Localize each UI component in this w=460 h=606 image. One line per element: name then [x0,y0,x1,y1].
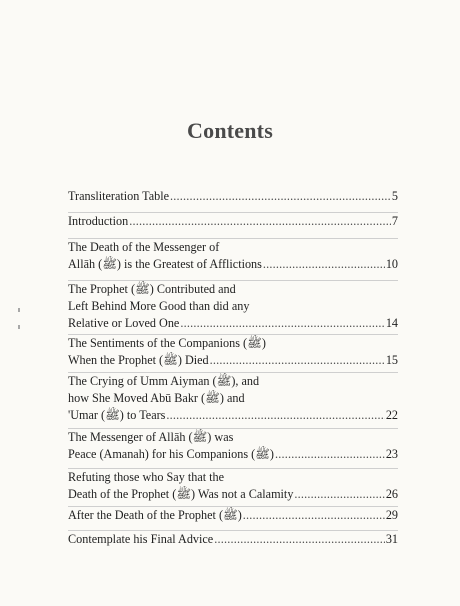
toc-page-number: 31 [385,532,398,546]
toc-entry-line: Refuting those who Say that the [68,470,225,484]
toc-entry[interactable] [68,428,398,463]
margin-mark [18,325,20,329]
toc-entry-title: Allāh (ﷺ) is the Greatest of Afflictions [68,257,262,271]
page-title: Contents [187,117,273,143]
margin-mark [18,308,20,312]
toc-entry[interactable] [68,212,398,230]
toc-entry-line: The Sentiments of the Companions (ﷺ) [68,336,266,350]
toc-page-number: 14 [385,316,398,330]
toc-entry-line: The Crying of Umm Aiyman (ﷺ), and [68,374,260,388]
toc-entry[interactable] [68,334,398,369]
toc-entry-title: Death of the Prophet (ﷺ) Was not a Calamity [68,487,294,501]
toc-entry[interactable] [68,188,398,205]
toc-page-number: 10 [385,257,398,271]
dot-leader [166,407,384,424]
toc-page-number: 23 [385,447,398,461]
toc-entry-title: Transliteration Table [68,189,170,203]
toc-entry-title: 'Umar (ﷺ) to Tears [68,408,166,422]
toc-entry[interactable] [68,372,398,424]
toc-page-number: 26 [385,487,398,501]
toc-entry-line: Left Behind More Good than did any [68,299,250,313]
toc-entry[interactable] [68,280,398,332]
toc-entry-title: When the Prophet (ﷺ) Died [68,353,209,367]
toc-page-number: 7 [391,214,398,228]
toc-entry-title: Relative or Loved One [68,316,180,330]
toc-page-number: 22 [385,408,398,422]
toc-entry[interactable] [68,238,398,273]
toc-entry[interactable] [68,506,398,524]
toc-entry-title: Contemplate his Final Advice [68,532,214,546]
toc-entry-title: Introduction [68,214,129,228]
toc-page-number: 15 [385,353,398,367]
toc-entry-title: After the Death of the Prophet (ﷺ) [68,508,242,522]
toc-entry-title: Peace (Amanah) for his Companions (ﷺ) [68,447,274,461]
dot-leader [294,486,384,503]
dot-leader [243,507,385,524]
toc-entry-line: The Prophet (ﷺ) Contributed and [68,282,236,296]
dot-leader [263,256,385,273]
dot-leader [214,531,385,548]
toc-entry-line: The Messenger of Allāh (ﷺ) was [68,430,234,444]
dot-leader [180,315,384,332]
toc-page-number: 5 [391,189,398,203]
dot-leader [210,352,385,369]
toc-entry[interactable] [68,530,398,548]
toc-entry-line: how She Moved Abū Bakr (ﷺ) and [68,391,245,405]
toc-entry[interactable] [68,468,398,503]
dot-leader [170,188,391,205]
toc-entry-line: The Death of the Messenger of [68,240,220,254]
dot-leader [129,213,391,230]
dot-leader [275,446,385,463]
toc-page-number: 29 [385,508,398,522]
